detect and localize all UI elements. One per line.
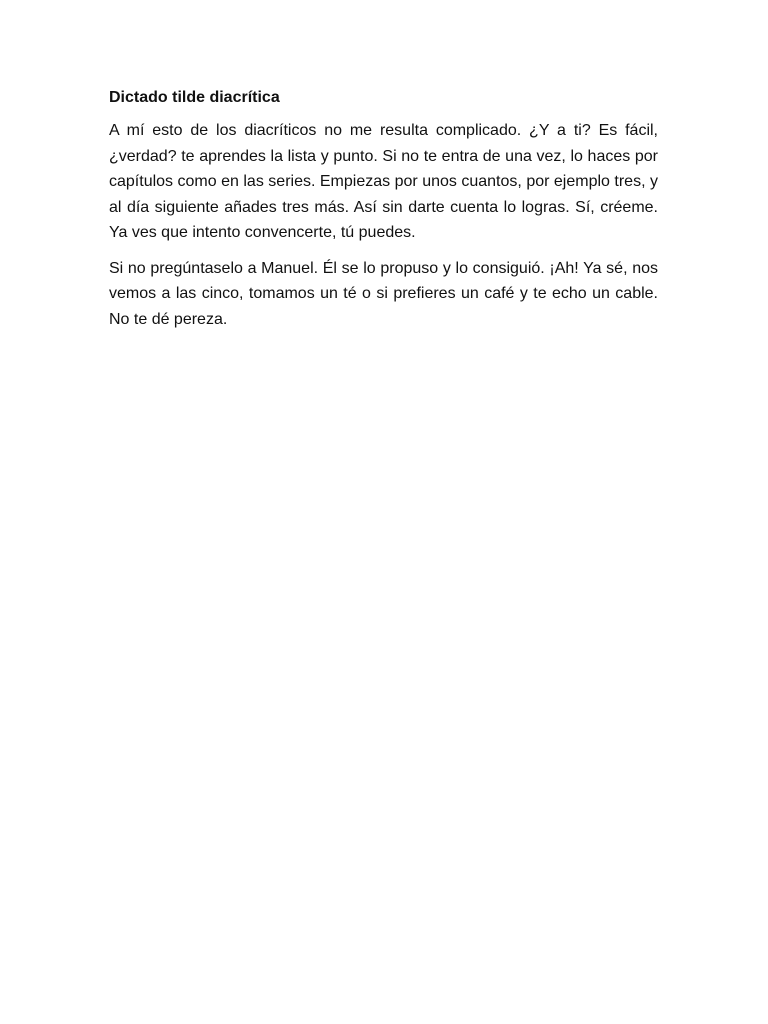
- paragraph-2: Si no pregúntaselo a Manuel. Él se lo propuso y lo consiguió. ¡Ah! Ya sé, nos vemos a las cinco, tomamos un té o si prefieres un café y te echo un cable. No te dé pereza.: [109, 259, 658, 328]
- document-page: [109, 86, 658, 342]
- document-title: Dictado tilde diacrítica: [109, 89, 280, 106]
- paragraph-1: A mí esto de los diacríticos no me resulta complicado. ¿Y a ti? Es fácil, ¿verdad? te aprendes la lista y punto. Si no te entra de una vez, lo haces por capítulos como en las series. Empiezas por unos cuantos, por ejemplo tres, y al día siguiente añades tres más. Así sin darte cuenta lo logras. Sí, créeme. Ya ves que intento convencerte, tú puedes.: [109, 122, 658, 241]
